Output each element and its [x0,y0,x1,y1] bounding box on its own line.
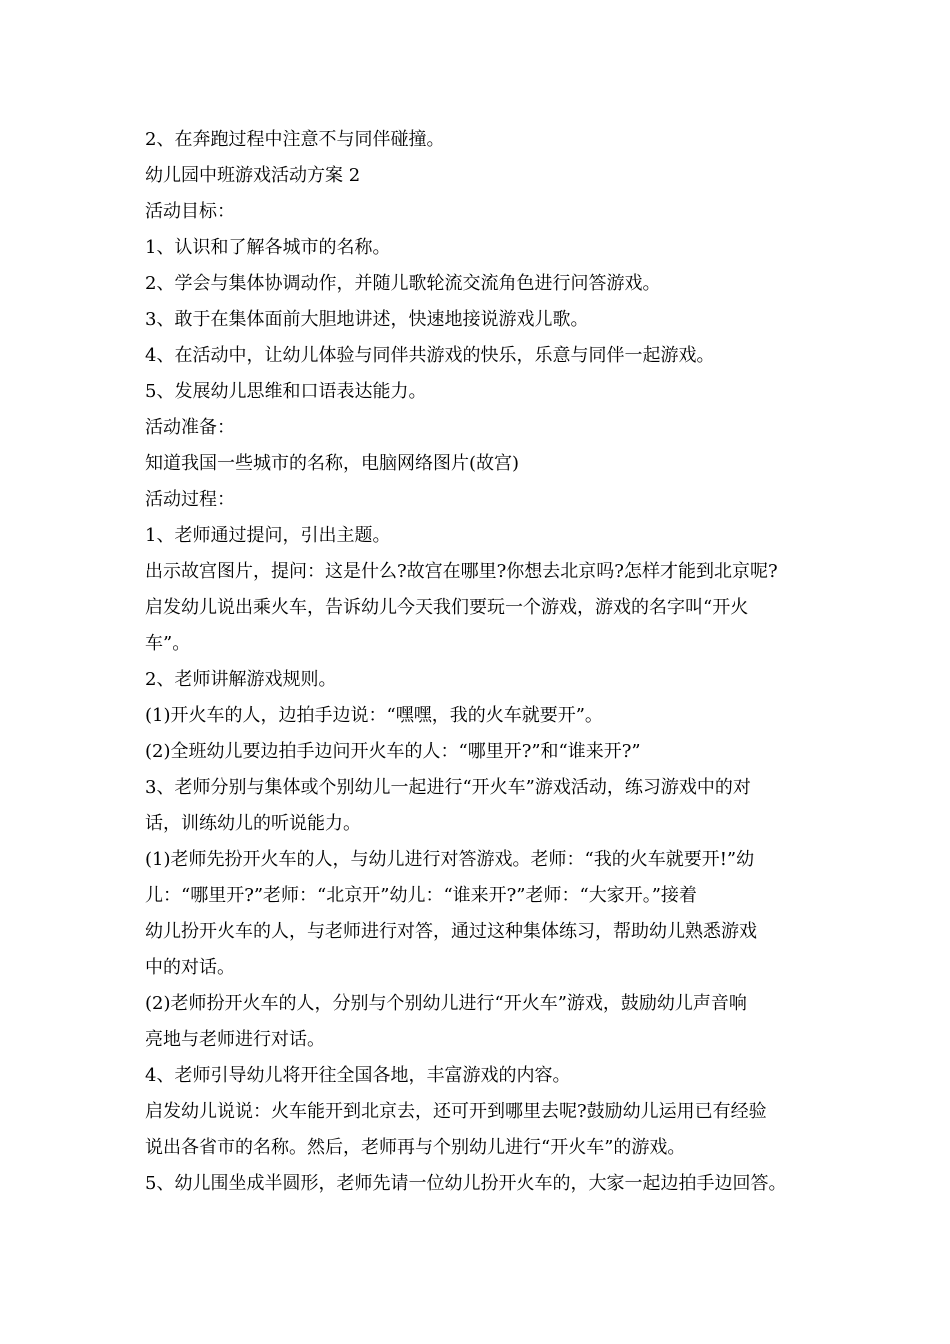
section-heading-process: 活动过程： [145,489,235,510]
text-line: 车”。 [145,633,191,654]
document-body [145,122,835,1202]
text-line: 亮地与老师进行对话。 [145,1029,325,1050]
text-line: 启发幼儿说出乘火车，告诉幼儿今天我们要玩一个游戏，游戏的名字叫“开火 [145,597,749,618]
text-line: 说出各省市的名称。然后，老师再与个别幼儿进行“开火车”的游戏。 [145,1137,686,1158]
text-line: 2、老师讲解游戏规则。 [145,669,337,690]
text-line: 5、幼儿围坐成半圆形，老师先请一位幼儿扮开火车的，大家一起边拍手边回答。 [145,1173,787,1194]
section-heading-goals: 活动目标： [145,201,235,222]
text-line: 4、在活动中，让幼儿体验与同伴共游戏的快乐，乐意与同伴一起游戏。 [145,345,715,366]
text-line: 话，训练幼儿的听说能力。 [145,813,361,834]
text-line: (1)老师先扮开火车的人，与幼儿进行对答游戏。老师：“我的火车就要开!”幼 [145,849,755,870]
section-heading-preparation: 活动准备： [145,417,235,438]
text-line: 儿：“哪里开?”老师：“北京开”幼儿：“谁来开?”老师：“大家开。”接着 [145,885,697,906]
text-line: 3、敢于在集体面前大胆地讲述，快速地接说游戏儿歌。 [145,309,589,330]
text-line: 中的对话。 [145,957,235,978]
section-title: 幼儿园中班游戏活动方案 2 [145,165,361,186]
text-line: 5、发展幼儿思维和口语表达能力。 [145,381,427,402]
text-line: 启发幼儿说说：火车能开到北京去，还可开到哪里去呢?鼓励幼儿运用已有经验 [145,1101,767,1122]
text-line: 4、老师引导幼儿将开往全国各地，丰富游戏的内容。 [145,1065,571,1086]
text-line: 1、认识和了解各城市的名称。 [145,237,391,258]
text-line: 2、在奔跑过程中注意不与同伴碰撞。 [145,129,445,150]
text-line: (1)开火车的人，边拍手边说：“嘿嘿，我的火车就要开”。 [145,705,603,726]
text-line: (2)老师扮开火车的人，分别与个别幼儿进行“开火车”游戏，鼓励幼儿声音响 [145,993,747,1014]
text-line: 2、学会与集体协调动作，并随儿歌轮流交流角色进行问答游戏。 [145,273,661,294]
text-line: 出示故宫图片，提问：这是什么?故宫在哪里?你想去北京吗?怎样才能到北京呢? [145,561,778,582]
text-line: 3、老师分别与集体或个别幼儿一起进行“开火车”游戏活动，练习游戏中的对 [145,777,751,798]
text-line: 1、老师通过提问，引出主题。 [145,525,391,546]
text-line: (2)全班幼儿要边拍手边问开火车的人：“哪里开?”和“谁来开?” [145,741,641,762]
text-line: 幼儿扮开火车的人，与老师进行对答，通过这种集体练习，帮助幼儿熟悉游戏 [145,921,757,942]
text-line: 知道我国一些城市的名称，电脑网络图片(故宫) [145,453,520,474]
